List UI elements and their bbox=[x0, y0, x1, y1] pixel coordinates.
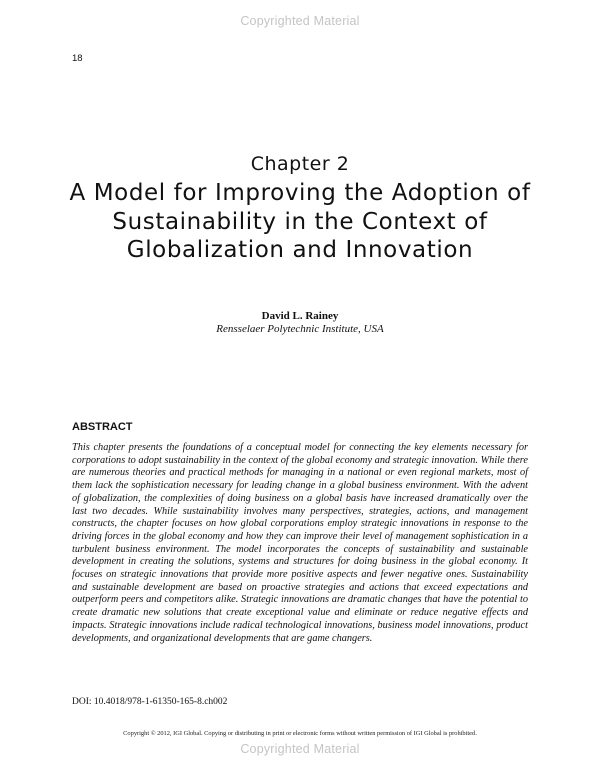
watermark-top: Copyrighted Material bbox=[240, 14, 360, 28]
abstract-heading: ABSTRACT bbox=[72, 421, 133, 433]
author-affiliation: Rensselaer Polytechnic Institute, USA bbox=[216, 323, 384, 335]
chapter-title: A Model for Improving the Adoption of Sustainability in the Context of Globalization and Innovation bbox=[69, 180, 531, 263]
chapter-label: Chapter 2 bbox=[250, 153, 350, 175]
author-name: David L. Rainey bbox=[261, 310, 339, 322]
doi-line: DOI: 10.4018/978-1-61350-165-8.ch002 bbox=[72, 697, 228, 707]
copyright-notice: Copyright © 2012, IGI Global. Copying or distributing in print or electronic forms without written permission of IGI Global is prohibited. bbox=[123, 730, 477, 737]
page-number: 18 bbox=[72, 53, 83, 64]
abstract-body: This chapter presents the foundations of a conceptual model for connecting the key elements necessary for corporations to adopt sustainability in the context of the global economy and strategic innovation. While there are numerous theories and practical methods for managing in a national or even regional markets, most of them lack the sophistication necessary for leading change in a global business environment. With the advent of globalization, the complexities of doing business on a global basis have increased dramatically over the last two decades. While sustainability involves many perspectives, strategies, actions, and management constructs, the chapter focuses on how global corporations employ strategic innovations in response to the driving forces in the global economy and how they can improve their level of management sophistication in a turbulent business environment. The model incorporates the concepts of sustainability and sustainable development in creating the solutions, systems and structures for doing business in the global economy. It focuses on strategic innovations that provide more positive aspects and fewer negative ones. Sustainability and sustainable development are based on proactive strategies and actions that exceed expectations and outperform peers and competitors alike. Strategic innovations are dramatic changes that have the potential to create dramatic new solutions that create exceptional value and eliminate or reduce negative effects and impacts. Strategic innovations include radical technological innovations, business model innovations, product developments, and organizational developments that are game changers. bbox=[72, 442, 528, 644]
watermark-bottom: Copyrighted Material bbox=[240, 742, 360, 756]
